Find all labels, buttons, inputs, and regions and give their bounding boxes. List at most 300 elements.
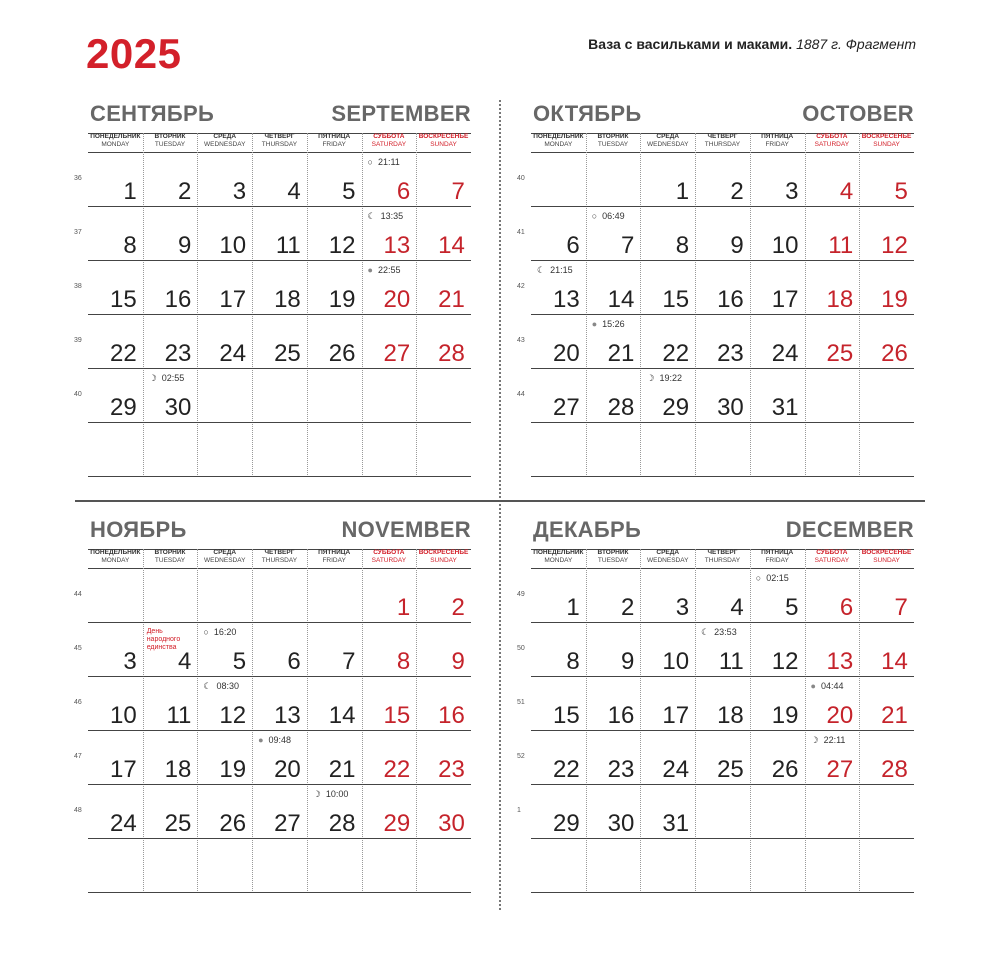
day-number: 3 <box>675 594 690 621</box>
day-number: 7 <box>621 232 635 259</box>
weekday-header <box>750 133 805 151</box>
day-cell <box>416 369 471 423</box>
day-cell <box>805 423 860 477</box>
day-number: 4 <box>839 178 854 205</box>
weekday-header <box>252 549 307 567</box>
weekday-en: TUESDAY <box>154 556 186 564</box>
day-cell <box>695 677 750 731</box>
weekday-en: SATURDAY <box>371 556 407 564</box>
week-number: 43 <box>517 337 525 344</box>
day-cell <box>362 623 417 677</box>
day-number: 5 <box>232 648 247 675</box>
day-number: 15 <box>109 286 137 313</box>
day-number: 17 <box>771 286 799 313</box>
weekday-en: FRIDAY <box>765 556 789 564</box>
day-number: 14 <box>607 286 635 313</box>
weekday-en: WEDNESDAY <box>204 556 246 564</box>
weekday-header <box>197 549 252 567</box>
weekday-en: SATURDAY <box>814 556 850 564</box>
caption-title: Ваза с васильками и маками. <box>588 36 793 52</box>
day-cell <box>416 731 471 785</box>
weekday-header <box>307 133 362 151</box>
moon-phase-icon: ● <box>367 265 373 275</box>
weekday-ru: ВОСКРЕСЕНЬЕ <box>418 133 469 140</box>
day-cell <box>362 207 417 261</box>
moon-phase-time: 02:15 <box>766 573 789 583</box>
day-cell <box>531 569 586 623</box>
day-cell <box>143 315 198 369</box>
moon-phase-icon: ☾ <box>367 211 376 221</box>
moon-phase-time: 22:55 <box>377 265 401 275</box>
day-cell <box>805 369 860 423</box>
day-cell <box>143 677 198 731</box>
day-cell <box>859 207 914 261</box>
day-number: 7 <box>342 648 356 675</box>
day-number: 27 <box>383 340 411 367</box>
day-number: 22 <box>662 340 690 367</box>
day-cell <box>197 315 252 369</box>
day-cell <box>416 677 471 731</box>
day-cell <box>531 785 586 839</box>
weekday-header <box>531 133 586 151</box>
day-number: 4 <box>730 594 744 621</box>
day-number: 25 <box>717 756 744 783</box>
day-number: 16 <box>717 286 744 313</box>
day-cell <box>695 839 750 893</box>
day-cell <box>750 153 805 207</box>
day-cell <box>586 785 641 839</box>
weekday-ru: ВОСКРЕСЕНЬЕ <box>861 133 912 140</box>
day-cell <box>252 423 307 477</box>
day-cell <box>307 731 362 785</box>
weekday-header <box>362 133 417 151</box>
day-cell <box>143 785 198 839</box>
week-number: 41 <box>517 229 525 236</box>
day-cell <box>640 731 695 785</box>
day-number: 17 <box>109 756 137 783</box>
weekday-header <box>416 133 471 151</box>
weekday-ru: СУББОТА <box>373 133 405 140</box>
calendar-grid <box>74 549 471 893</box>
week-number: 1 <box>517 807 521 814</box>
weekday-ru: ПОНЕДЕЛЬНИК <box>533 549 584 556</box>
day-cell <box>586 207 641 261</box>
day-cell <box>750 207 805 261</box>
day-cell <box>805 623 860 677</box>
day-cell <box>805 677 860 731</box>
weekday-header <box>362 549 417 567</box>
day-number: 21 <box>607 340 635 367</box>
weekday-ru: СРЕДА <box>213 133 237 140</box>
moon-phase <box>258 735 291 745</box>
day-cell <box>197 207 252 261</box>
day-number: 31 <box>662 810 690 837</box>
day-cell <box>362 261 417 315</box>
day-number: 21 <box>438 286 465 313</box>
day-number: 29 <box>383 810 411 837</box>
day-number: 5 <box>785 594 799 621</box>
day-number: 6 <box>566 232 580 259</box>
day-cell <box>197 153 252 207</box>
weekday-en: FRIDAY <box>765 140 789 148</box>
day-cell <box>859 261 914 315</box>
moon-phase-time: 08:30 <box>216 681 239 691</box>
moon-phase-icon: ☾ <box>701 627 710 637</box>
moon-phase <box>811 681 844 691</box>
weekday-header <box>695 549 750 567</box>
moon-phase-icon: ☽ <box>312 789 321 799</box>
week-number: 40 <box>517 175 525 182</box>
day-cell <box>586 677 641 731</box>
week-number: 45 <box>74 645 82 652</box>
day-cell <box>143 153 198 207</box>
day-cell <box>695 369 750 423</box>
day-cell <box>640 207 695 261</box>
caption-year: 1887 г. <box>796 36 842 52</box>
weekday-en: SUNDAY <box>430 140 457 148</box>
weekday-en: FRIDAY <box>322 140 346 148</box>
day-cell <box>750 569 805 623</box>
day-cell <box>416 261 471 315</box>
weekday-header <box>586 133 641 151</box>
weekday-en: SATURDAY <box>814 140 850 148</box>
day-cell <box>640 569 695 623</box>
day-cell <box>750 369 805 423</box>
moon-phase-time: 15:26 <box>602 319 625 329</box>
month-september <box>74 99 471 479</box>
moon-phase-icon: ● <box>591 319 598 329</box>
weekday-en: THURSDAY <box>261 140 298 148</box>
moon-phase <box>592 211 625 221</box>
day-number: 31 <box>771 394 799 421</box>
moon-phase-icon: ☾ <box>203 681 212 691</box>
day-cell <box>640 153 695 207</box>
day-cell <box>143 423 198 477</box>
month-name-ru: НОЯБРЬ <box>90 517 187 542</box>
day-number: 12 <box>219 702 247 729</box>
day-number: 4 <box>178 648 192 675</box>
week-number: 44 <box>74 591 82 598</box>
day-number: 14 <box>881 648 908 675</box>
weekday-en: TUESDAY <box>154 140 186 148</box>
weekday-ru: СУББОТА <box>373 549 405 556</box>
weekday-header <box>197 133 252 151</box>
moon-phase <box>756 573 789 583</box>
moon-phase-time: 21:11 <box>377 157 400 167</box>
day-cell <box>586 153 641 207</box>
weekday-header <box>307 549 362 567</box>
month-november <box>74 515 471 895</box>
day-cell <box>859 731 914 785</box>
day-number: 19 <box>219 756 247 783</box>
day-cell <box>88 839 143 893</box>
weekday-header <box>586 549 641 567</box>
day-cell <box>143 839 198 893</box>
day-number: 23 <box>438 756 465 783</box>
day-cell <box>640 369 695 423</box>
month-name-ru: СЕНТЯБРЬ <box>90 101 215 126</box>
day-number: 23 <box>607 756 635 783</box>
day-number: 15 <box>662 286 690 313</box>
day-number: 12 <box>328 232 356 259</box>
day-number: 24 <box>771 340 799 367</box>
day-cell <box>750 677 805 731</box>
day-cell <box>362 839 417 893</box>
week-number: 46 <box>74 699 82 706</box>
moon-phase-time: 23:53 <box>714 627 737 637</box>
week-number: 40 <box>74 391 82 398</box>
day-cell <box>695 731 750 785</box>
weekday-ru: ВТОРНИК <box>597 133 629 140</box>
day-number: 10 <box>219 232 247 259</box>
day-cell <box>416 785 471 839</box>
day-cell <box>197 839 252 893</box>
day-cell <box>859 569 914 623</box>
day-cell <box>859 677 914 731</box>
moon-phase-time: 16:20 <box>213 627 237 637</box>
weekday-ru: ЧЕТВЕРГ <box>707 549 738 556</box>
day-cell <box>307 677 362 731</box>
day-cell <box>695 569 750 623</box>
day-cell <box>88 261 143 315</box>
day-number: 29 <box>662 394 690 421</box>
day-number: 7 <box>451 178 465 205</box>
calendar-grid <box>74 133 471 477</box>
day-cell <box>695 623 750 677</box>
weekday-header <box>252 133 307 151</box>
day-number: 28 <box>438 340 465 367</box>
weekday-header <box>640 549 695 567</box>
day-number: 27 <box>826 756 854 783</box>
weekday-en: TUESDAY <box>597 556 629 564</box>
day-number: 23 <box>717 340 744 367</box>
weekday-header <box>143 549 198 567</box>
week-number: 37 <box>74 229 82 236</box>
day-number: 11 <box>166 702 192 729</box>
day-number: 30 <box>438 810 465 837</box>
day-number: 10 <box>771 232 799 259</box>
day-number: 8 <box>675 232 690 259</box>
day-cell <box>586 569 641 623</box>
day-cell <box>859 623 914 677</box>
day-number: 29 <box>109 394 137 421</box>
day-cell <box>586 423 641 477</box>
day-cell <box>805 207 860 261</box>
day-cell <box>586 369 641 423</box>
moon-phase-icon: ● <box>810 681 816 691</box>
moon-phase-icon: ○ <box>203 627 209 637</box>
day-cell <box>640 315 695 369</box>
weekday-ru: ПЯТНИЦА <box>318 133 351 140</box>
weekday-ru: ВОСКРЕСЕНЬЕ <box>861 549 912 556</box>
day-number: 21 <box>881 702 908 729</box>
day-number: 5 <box>342 178 356 205</box>
weekday-header <box>695 133 750 151</box>
day-cell <box>586 731 641 785</box>
vertical-separator <box>499 100 501 910</box>
day-cell <box>416 315 471 369</box>
day-cell <box>362 153 417 207</box>
weekday-en: MONDAY <box>544 140 573 148</box>
day-number: 18 <box>826 286 854 313</box>
weekday-ru: СРЕДА <box>213 549 237 556</box>
day-number: 13 <box>274 702 301 729</box>
weekday-en: SUNDAY <box>430 556 457 564</box>
day-cell <box>416 623 471 677</box>
day-number: 20 <box>383 286 411 313</box>
day-cell <box>307 315 362 369</box>
day-number: 13 <box>826 648 854 675</box>
day-number: 7 <box>894 594 908 621</box>
moon-phase-icon: ☽ <box>810 735 819 745</box>
day-number: 24 <box>109 810 137 837</box>
week-number: 44 <box>517 391 525 398</box>
day-number: 24 <box>219 340 247 367</box>
day-number: 11 <box>275 232 301 259</box>
day-cell <box>531 207 586 261</box>
weekday-header <box>859 549 914 567</box>
day-number: 26 <box>881 340 908 367</box>
day-cell <box>88 785 143 839</box>
day-cell <box>88 677 143 731</box>
moon-phase <box>203 681 239 692</box>
day-cell <box>859 153 914 207</box>
week-number: 47 <box>74 753 82 760</box>
moon-phase-time: 13:35 <box>380 211 404 221</box>
day-number: 26 <box>771 756 799 783</box>
weekday-en: MONDAY <box>101 556 130 564</box>
day-number: 6 <box>287 648 301 675</box>
week-number: 48 <box>74 807 82 814</box>
day-number: 13 <box>383 232 411 259</box>
month-name-en: NOVEMBER <box>341 517 471 542</box>
day-cell <box>695 315 750 369</box>
day-number: 29 <box>552 810 580 837</box>
day-cell <box>805 839 860 893</box>
moon-phase-time: 04:44 <box>820 681 844 691</box>
moon-phase-time: 10:00 <box>325 789 349 799</box>
day-cell <box>531 153 586 207</box>
moon-phase <box>313 789 349 800</box>
moon-phase <box>368 211 404 222</box>
day-number: 15 <box>552 702 580 729</box>
day-number: 12 <box>881 232 908 259</box>
weekday-header <box>531 549 586 567</box>
day-number: 1 <box>123 178 137 205</box>
weekday-header <box>640 133 695 151</box>
day-number: 16 <box>164 286 192 313</box>
day-number: 8 <box>566 648 580 675</box>
weekday-ru: ВТОРНИК <box>597 549 629 556</box>
weekday-en: SUNDAY <box>873 556 900 564</box>
weekday-ru: ВТОРНИК <box>154 549 186 556</box>
day-cell <box>362 369 417 423</box>
day-number: 28 <box>881 756 908 783</box>
day-number: 4 <box>287 178 301 205</box>
moon-phase-icon: ○ <box>367 157 373 167</box>
day-number: 23 <box>164 340 192 367</box>
day-number: 27 <box>274 810 301 837</box>
day-cell <box>416 569 471 623</box>
day-number: 18 <box>164 756 192 783</box>
day-cell <box>362 569 417 623</box>
day-cell <box>307 207 362 261</box>
day-cell <box>640 423 695 477</box>
day-number: 28 <box>607 394 635 421</box>
day-cell <box>197 369 252 423</box>
day-cell <box>750 315 805 369</box>
moon-phase-icon: ● <box>258 735 264 745</box>
moon-phase-icon: ☽ <box>646 373 655 383</box>
caption-fragment: Фрагмент <box>845 36 916 52</box>
day-cell <box>531 623 586 677</box>
day-number: 22 <box>552 756 580 783</box>
moon-phase <box>592 319 625 329</box>
day-cell <box>197 677 252 731</box>
day-cell <box>640 785 695 839</box>
day-cell <box>416 839 471 893</box>
day-cell <box>143 731 198 785</box>
day-number: 10 <box>662 648 690 675</box>
month-name-ru: ОКТЯБРЬ <box>533 101 642 126</box>
weekday-ru: ПЯТНИЦА <box>761 549 794 556</box>
weekday-ru: ЧЕТВЕРГ <box>707 133 738 140</box>
day-number: 2 <box>178 178 192 205</box>
day-number: 3 <box>785 178 799 205</box>
weekday-en: THURSDAY <box>261 556 298 564</box>
weekday-ru: СРЕДА <box>656 133 680 140</box>
day-cell <box>307 623 362 677</box>
weekday-en: SATURDAY <box>371 140 407 148</box>
week-number: 38 <box>74 283 82 290</box>
year-title: 2025 <box>86 30 182 77</box>
day-number: 1 <box>566 594 580 621</box>
moon-phase <box>368 265 401 275</box>
day-cell <box>859 839 914 893</box>
weekday-en: WEDNESDAY <box>204 140 246 148</box>
day-cell <box>859 315 914 369</box>
day-number: 3 <box>232 178 247 205</box>
moon-phase <box>203 627 236 637</box>
day-number: 8 <box>396 648 411 675</box>
day-number: 15 <box>383 702 411 729</box>
weekday-en: WEDNESDAY <box>647 140 689 148</box>
day-number: 16 <box>438 702 465 729</box>
day-number: 1 <box>396 594 411 621</box>
day-cell <box>695 207 750 261</box>
day-cell <box>750 785 805 839</box>
day-number: 10 <box>109 702 137 729</box>
day-number: 6 <box>839 594 854 621</box>
week-number: 42 <box>517 283 525 290</box>
weekday-ru: ПЯТНИЦА <box>761 133 794 140</box>
artwork-caption <box>588 36 916 52</box>
weekday-ru: ЧЕТВЕРГ <box>264 549 295 556</box>
day-cell <box>197 785 252 839</box>
day-number: 6 <box>396 178 411 205</box>
day-cell <box>805 261 860 315</box>
day-cell <box>531 369 586 423</box>
month-name-en: SEPTEMBER <box>331 101 471 126</box>
day-number: 26 <box>219 810 247 837</box>
day-number: 2 <box>730 178 744 205</box>
day-cell <box>143 261 198 315</box>
moon-phase-time: 06:49 <box>602 211 625 221</box>
day-number: 22 <box>383 756 411 783</box>
day-cell <box>416 207 471 261</box>
day-cell <box>640 677 695 731</box>
day-number: 25 <box>164 810 192 837</box>
